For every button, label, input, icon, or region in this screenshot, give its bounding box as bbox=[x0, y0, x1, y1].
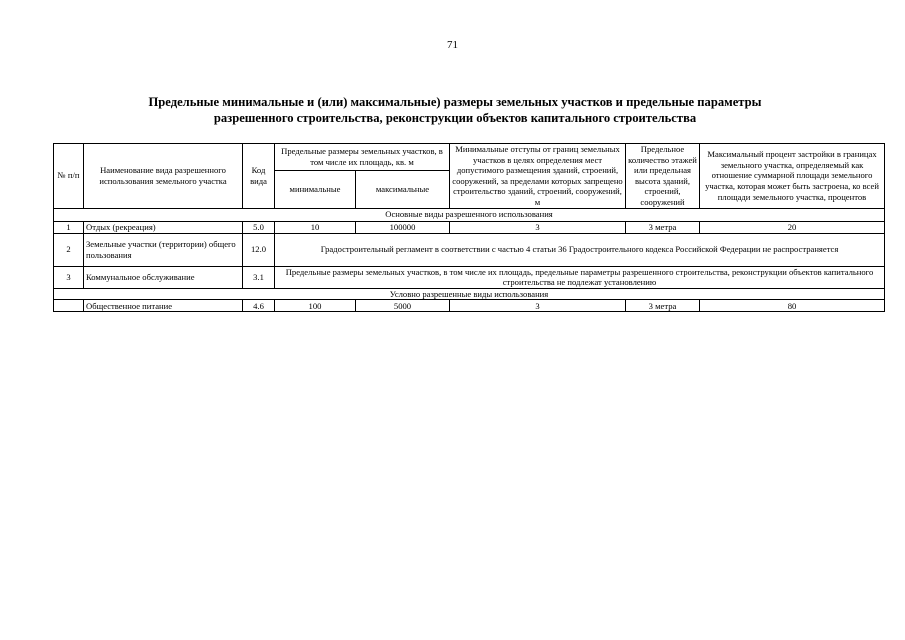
cell-code: 3.1 bbox=[243, 266, 275, 288]
header-sizes-group: Предельные размеры земельных участков, в том числе их площадь, кв. м bbox=[275, 144, 450, 171]
header-name: Наименование вида разрешенного использования земельного участка bbox=[84, 144, 243, 209]
page-number: 71 bbox=[447, 39, 458, 51]
cell-max: 5000 bbox=[356, 300, 450, 312]
table-row bbox=[54, 221, 885, 233]
cell-coverage: 20 bbox=[700, 221, 885, 233]
header-floors: Предельное количество этажей или предельная высота зданий, строений, сооружений bbox=[626, 144, 700, 209]
cell-setback: 3 bbox=[450, 300, 626, 312]
table-row bbox=[54, 300, 885, 312]
cell-name: Земельные участки (территории) общего пользования bbox=[84, 233, 243, 266]
title-line-2: разрешенного строительства, реконструкции объектов капитального строительства bbox=[213, 111, 697, 125]
cell-floors: 3 метра bbox=[626, 300, 700, 312]
cell-note: Градостроительный регламент в соответствии с частью 4 статьи 36 Градостроительного кодекса Российской Федерации не распространяется bbox=[275, 233, 885, 266]
header-num: № п/п bbox=[54, 144, 84, 209]
cell-coverage: 80 bbox=[700, 300, 885, 312]
header-setbacks: Минимальные отступы от границ земельных участков в целях определения мест допустимого размещения зданий, строений, сооружений, за пределами которых запрещено строительство зданий, строений, сооружений, м bbox=[450, 144, 626, 209]
cell-code: 5.0 bbox=[243, 221, 275, 233]
cell-num bbox=[54, 300, 84, 312]
title-line-1: Предельные минимальные и (или) максимальные) размеры земельных участков и предельные параметры bbox=[148, 95, 762, 109]
cell-setback: 3 bbox=[450, 221, 626, 233]
cell-num: 3 bbox=[54, 266, 84, 288]
cell-name: Общественное питание bbox=[84, 300, 243, 312]
cell-num: 1 bbox=[54, 221, 84, 233]
cell-floors: 3 метра bbox=[626, 221, 700, 233]
header-max: максимальные bbox=[356, 170, 450, 208]
table-row bbox=[54, 266, 885, 288]
cell-name: Коммунальное обслуживание bbox=[84, 266, 243, 288]
header-min: минимальные bbox=[275, 170, 356, 208]
cell-code: 4.6 bbox=[243, 300, 275, 312]
section-conditional: Условно разрешенные виды использования bbox=[54, 288, 885, 300]
table-row bbox=[54, 233, 885, 266]
document-title bbox=[60, 94, 850, 126]
section-main: Основные виды разрешенного использования bbox=[54, 208, 885, 221]
regulations-table bbox=[53, 143, 885, 312]
cell-num: 2 bbox=[54, 233, 84, 266]
cell-min: 100 bbox=[275, 300, 356, 312]
header-code: Код вида bbox=[243, 144, 275, 209]
cell-min: 10 bbox=[275, 221, 356, 233]
cell-max: 100000 bbox=[356, 221, 450, 233]
cell-code: 12.0 bbox=[243, 233, 275, 266]
cell-note: Предельные размеры земельных участков, в том числе их площадь, предельные параметры разрешенного строительства, реконструкции объектов капитального строительства не подлежат установлению bbox=[275, 266, 885, 288]
cell-name: Отдых (рекреация) bbox=[84, 221, 243, 233]
header-coverage: Максимальный процент застройки в границах земельного участка, определяемый как отношение суммарной площади земельного участка, которая может быть застроена, ко всей площади земельного участка, процентов bbox=[700, 144, 885, 209]
